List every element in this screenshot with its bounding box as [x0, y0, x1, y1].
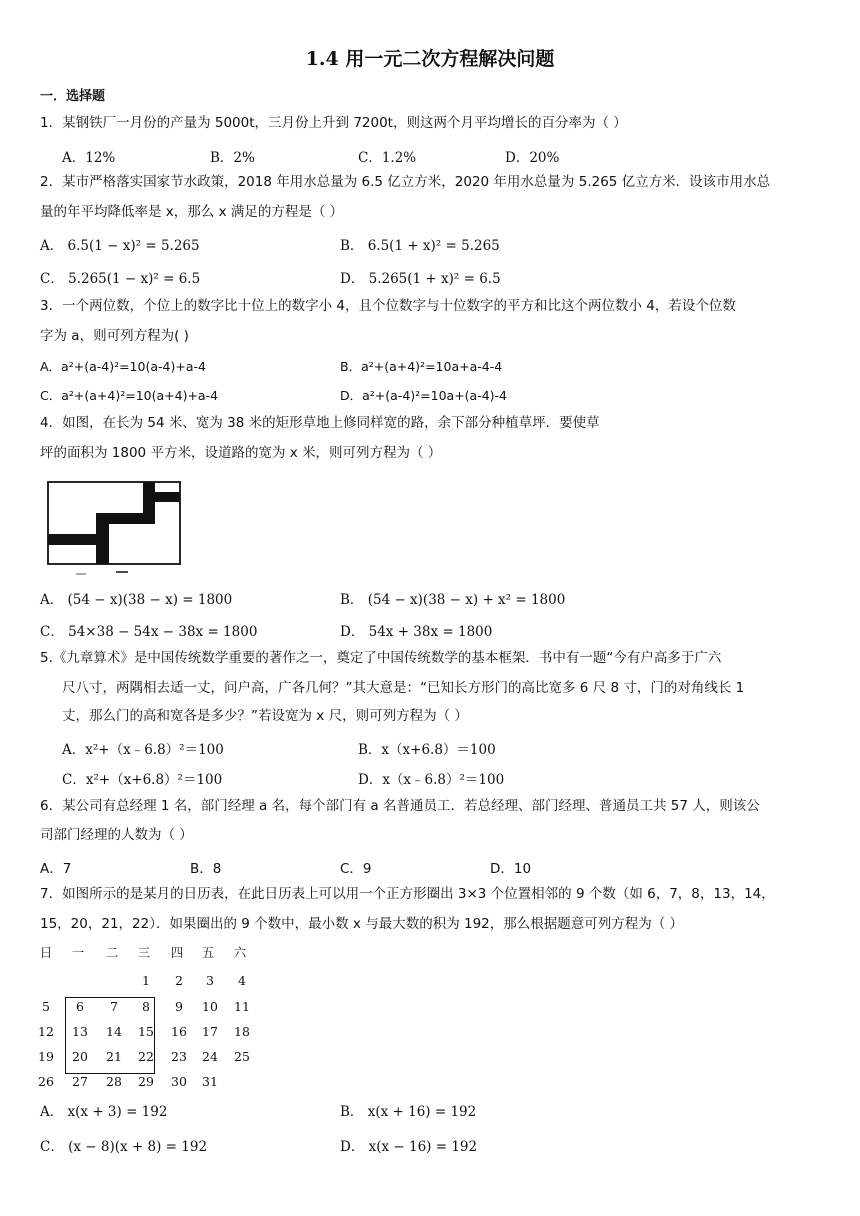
calendar-weekday: 三 — [137, 945, 151, 960]
q3-option-a: A．a²+(a-4)²=10(a-4)+a-4 — [40, 359, 206, 374]
q3-stem-line1: 3．一个两位数，个位上的数字比十位上的数字小 4，且个位数字与十位数字的平方和比这个两位数小 4，若设个位数 — [40, 298, 736, 314]
calendar-day: 30 — [171, 1074, 187, 1089]
q1-option-b: B．2% — [210, 150, 255, 166]
calendar-day: 9 — [175, 999, 183, 1014]
calendar-day: 18 — [234, 1024, 250, 1039]
calendar-day: 14 — [106, 1024, 122, 1039]
q4-option-c: C． 54×38 − 54x − 38x = 1800 — [40, 624, 258, 640]
q6-option-c: C．9 — [340, 861, 372, 877]
q7-stem-line1: 7．如图所示的是某月的日历表，在此日历表上可以用一个正方形圈出 3×3 个位置相邻的 9 个数（如 6，7，8，13，14， — [40, 886, 775, 902]
calendar-day: 23 — [171, 1049, 187, 1064]
q2-option-c: C． 5.265(1 − x)² = 6.5 — [40, 271, 201, 287]
calendar-day: 4 — [238, 973, 246, 988]
calendar-weekday: 四 — [170, 945, 184, 960]
q1-option-a: A．12% — [62, 150, 116, 166]
calendar-day: 7 — [110, 999, 118, 1014]
calendar-weekday: 六 — [233, 945, 247, 960]
q4-stem-line2: 坪的面积为 1800 平方米，设道路的宽为 x 米，则可列方程为（ ） — [40, 445, 442, 461]
q5-option-c: C．x²+（x+6.8）²＝100 — [62, 772, 223, 788]
q6-stem-line2: 司部门经理的人数为（ ） — [40, 827, 193, 843]
calendar-weekday: 五 — [201, 945, 215, 960]
q7-stem-line2: 15，20，21，22）．如果圈出的 9 个数中，最小数 x 与最大数的积为 192，那么根据题意可列方程为（ ） — [40, 916, 684, 932]
calendar-weekday: 二 — [105, 945, 119, 960]
q3-option-d: D．a²+(a-4)²=10a+(a-4)-4 — [340, 388, 508, 403]
calendar-day: 27 — [72, 1074, 88, 1089]
calendar-day: 13 — [72, 1024, 88, 1039]
calendar-day: 1 — [142, 973, 150, 988]
q2-stem-line1: 2．某市严格落实国家节水政策，2018 年用水总量为 6.5 亿立方米，2020 年用水总量为 5.265 亿立方米．设该市用水总 — [40, 174, 771, 190]
calendar-day: 16 — [171, 1024, 187, 1039]
q5-stem-line2: 尺八寸，两隅相去适一丈，问户高，广各几何？”其大意是：“已知长方形门的高比宽多 6 尺 8 寸，门的对角线长 1 — [62, 680, 745, 696]
calendar-day: 29 — [138, 1074, 154, 1089]
calendar-day: 11 — [234, 999, 250, 1014]
q7-option-c: C． (x − 8)(x + 8) = 192 — [40, 1139, 208, 1155]
q4-stem-line1: 4．如图，在长为 54 米、宽为 38 米的矩形草地上修同样宽的路，余下部分种植草坪．要使草 — [40, 415, 600, 431]
q3-stem-line2: 字为 a，则可列方程为( ) — [40, 328, 189, 344]
calendar-day: 31 — [202, 1074, 218, 1089]
q7-option-b: B． x(x + 16) = 192 — [340, 1104, 477, 1120]
calendar-day: 2 — [175, 973, 183, 988]
q6-stem-line1: 6．某公司有总经理 1 名，部门经理 a 名，每个部门有 a 名普通员工．若总经理、部门经理、普通员工共 57 人，则该公 — [40, 798, 760, 814]
calendar-day: 24 — [202, 1049, 218, 1064]
calendar-day: 25 — [234, 1049, 250, 1064]
q1-option-c: C．1.2% — [358, 150, 417, 166]
q5-option-b: B．x（x+6.8）＝100 — [358, 742, 496, 758]
q1-option-d: D．20% — [505, 150, 560, 166]
q2-stem-line2: 量的年平均降低率是 x，那么 x 满足的方程是（ ） — [40, 204, 344, 220]
q2-option-b: B． 6.5(1 + x)² = 5.265 — [340, 238, 500, 254]
calendar-day: 8 — [142, 999, 150, 1014]
q6-option-d: D．10 — [490, 861, 532, 877]
q3-option-b: B．a²+(a+4)²=10a+a-4-4 — [340, 359, 503, 374]
calendar-day: 6 — [76, 999, 84, 1014]
q6-option-a: A．7 — [40, 861, 72, 877]
q2-option-a: A． 6.5(1 − x)² = 5.265 — [40, 238, 200, 254]
calendar-selection-square — [65, 997, 155, 1074]
section-heading: 一．选择题 — [40, 89, 106, 104]
road-figure — [46, 480, 182, 578]
calendar-day: 21 — [106, 1049, 122, 1064]
calendar-day: 12 — [38, 1024, 54, 1039]
q4-option-d: D． 54x + 38x = 1800 — [340, 624, 493, 640]
q7-option-a: A． x(x + 3) = 192 — [40, 1104, 168, 1120]
q4-option-a: A． (54 − x)(38 − x) = 1800 — [40, 592, 233, 608]
page-title: 1.4 用一元二次方程解决问题 — [305, 48, 555, 70]
calendar-day: 3 — [206, 973, 214, 988]
calendar-day: 15 — [138, 1024, 154, 1039]
q1-stem: 1．某钢铁厂一月份的产量为 5000t，三月份上升到 7200t，则这两个月平均增长的百分率为（ ） — [40, 115, 627, 131]
q6-option-b: B．8 — [190, 861, 222, 877]
calendar-day: 19 — [38, 1049, 54, 1064]
q5-stem-line1: 5.《九章算术》是中国传统数学重要的著作之一，奠定了中国传统数学的基本框架．书中有一题“今有户高多于广六 — [40, 650, 722, 666]
calendar-weekday: 一 — [71, 945, 85, 960]
q5-stem-line3: 丈，那么门的高和宽各是多少？”若设宽为 x 尺，则可列方程为（ ） — [62, 708, 468, 724]
q2-option-d: D． 5.265(1 + x)² = 6.5 — [340, 271, 501, 287]
calendar-day: 5 — [42, 999, 50, 1014]
calendar-day: 22 — [138, 1049, 154, 1064]
calendar-day: 28 — [106, 1074, 122, 1089]
calendar-day: 20 — [72, 1049, 88, 1064]
q3-option-c: C．a²+(a+4)²=10(a+4)+a-4 — [40, 388, 219, 403]
q5-option-a: A．x²+（x﹣6.8）²＝100 — [62, 742, 224, 758]
calendar-day: 10 — [202, 999, 218, 1014]
calendar-day: 26 — [38, 1074, 54, 1089]
q4-option-b: B． (54 − x)(38 − x) + x² = 1800 — [340, 592, 566, 608]
q7-option-d: D． x(x − 16) = 192 — [340, 1139, 478, 1155]
calendar-day: 17 — [202, 1024, 218, 1039]
calendar-weekday: 日 — [39, 945, 53, 960]
q5-option-d: D．x（x﹣6.8）²＝100 — [358, 772, 505, 788]
